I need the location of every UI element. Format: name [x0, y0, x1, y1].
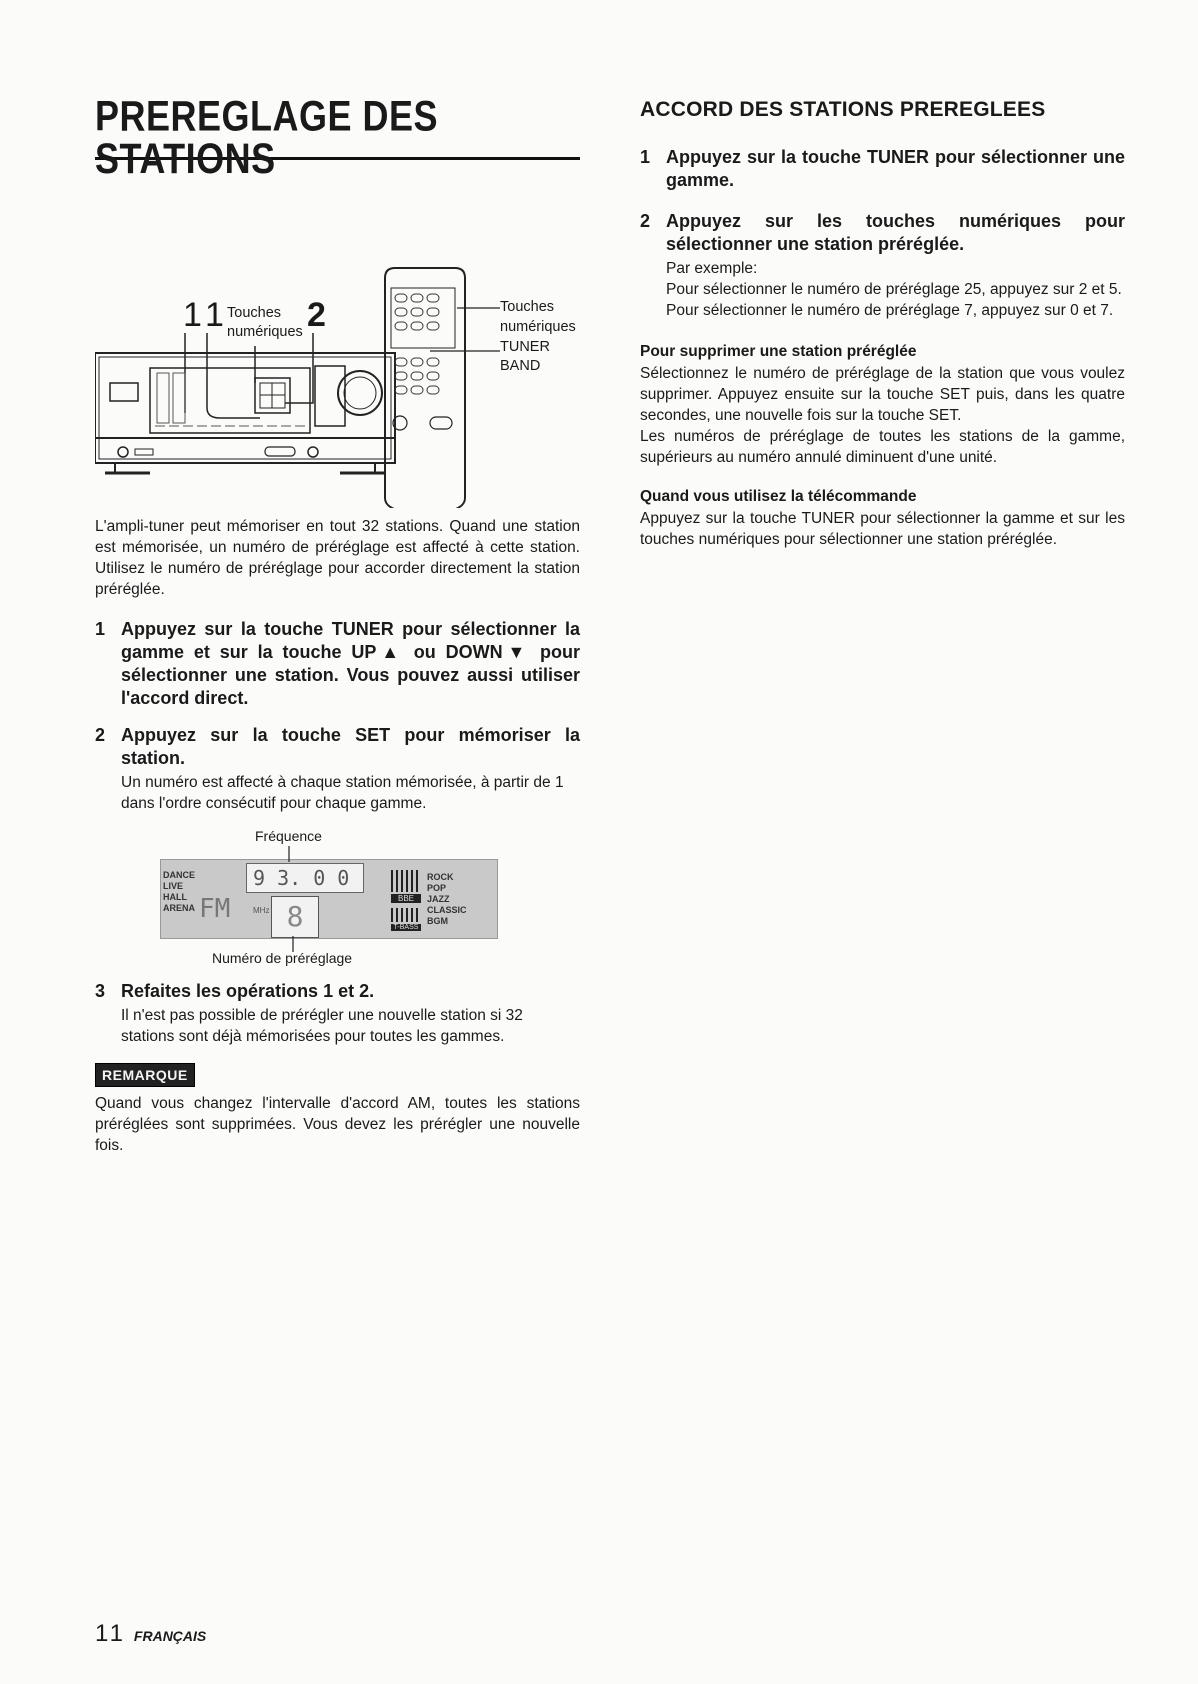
- step-text: Un numéro est affecté à chaque station mémorisée, à partir de 1 dans l'ordre consécutif pour chaque gamme.: [121, 774, 564, 812]
- step-number: 2: [640, 211, 651, 231]
- jazz-indicator: JAZZ: [427, 894, 450, 904]
- remarque-text: Quand vous changez l'intervalle d'accord AM, toutes les stations préréglées sont supprimées. Vous devez les prérégler une nouvelle fois.: [95, 1095, 580, 1154]
- intro-text: L'ampli-tuner peut mémoriser en tout 32 stations. Quand une station est mémorisée, un numéro de préréglage est affecté à cette station. Utilisez le numéro de préréglage pour accorder directement la station préréglée.: [95, 518, 580, 598]
- step-number: 2: [95, 725, 106, 745]
- frequence-label: Fréquence: [255, 828, 322, 844]
- tbass-indicator: T-BASS: [391, 924, 421, 931]
- right-step-2: [640, 210, 1125, 321]
- left-step-1: [95, 618, 580, 710]
- pop-indicator: POP: [427, 883, 447, 893]
- step-heading: Appuyez sur la touche SET pour mémoriser la station.: [121, 725, 580, 768]
- amplifier-body: [95, 353, 395, 463]
- example-label: Par exemple:: [666, 260, 758, 277]
- page-title: PREREGLAGE DES STATIONS: [95, 91, 439, 183]
- display-figure: [95, 824, 580, 974]
- right-step-1: [640, 146, 1125, 192]
- dance-indicator: DANCE: [163, 870, 196, 880]
- frequency-digits: 9 3. 0 0 MHz: [246, 863, 364, 893]
- left-column: [95, 91, 580, 1156]
- remote-body: [385, 268, 465, 508]
- remote-heading: Quand vous utilisez la télécommande: [640, 488, 917, 505]
- step-marker-1a: 1: [183, 296, 202, 334]
- mhz-unit: MHz: [253, 906, 270, 915]
- band-segments: FM: [199, 894, 231, 924]
- step-heading: Refaites les opérations 1 et 2.: [121, 981, 375, 1001]
- amplifier-remote-illustration: [95, 168, 580, 508]
- hall-indicator: HALL: [163, 892, 187, 902]
- bgm-indicator: BGM: [427, 916, 448, 926]
- touches-label: Touches: [227, 305, 282, 321]
- left-step-3: [95, 980, 580, 1047]
- classic-indicator: CLASSIC: [427, 905, 467, 915]
- remote-band-label: BAND: [500, 358, 541, 374]
- step-heading: Appuyez sur la touche TUNER pour sélectionner la gamme et sur la touche UP▲ ou DOWN▼ pour sélectionner une station. Vous pouvez aussi utiliser l'accord direct.: [121, 619, 580, 708]
- device-diagram: [95, 168, 580, 508]
- bbe-indicator: BBE: [391, 894, 421, 903]
- right-column: [640, 98, 1125, 550]
- step-marker-2: 2: [307, 296, 326, 334]
- example-7: Pour sélectionner le numéro de préréglage 7, appuyez sur 0 et 7.: [666, 302, 1114, 319]
- page-number: 11: [95, 1620, 126, 1647]
- section-title: ACCORD DES STATIONS PREREGLEES: [640, 98, 1046, 121]
- remote-text: Appuyez sur la touche TUNER pour sélectionner la gamme et sur les touches numériques pour sélectionner une station préréglée.: [640, 510, 1125, 548]
- step-heading: Appuyez sur la touche TUNER pour sélectionner une gamme.: [666, 147, 1125, 190]
- step-text: Il n'est pas possible de prérégler une nouvelle station si 32 stations sont déjà mémorisées pour toutes les gammes.: [121, 1007, 523, 1045]
- remote-touches-label: Touches: [500, 299, 555, 315]
- preset-digit: 8: [271, 896, 319, 938]
- rock-indicator: ROCK: [427, 872, 454, 882]
- display-leader-lines: [95, 824, 580, 974]
- step-number: 1: [640, 147, 651, 167]
- left-step-2: [95, 724, 580, 814]
- delete-text: Sélectionnez le numéro de préréglage de la station que vous voulez supprimer. Appuyez ensuite sur la touche SET puis, dans les quatre secondes, une nouvelle fois sur la touche SET.: [640, 365, 1125, 424]
- step-marker-1b: 1: [205, 296, 224, 334]
- example-25: Pour sélectionner le numéro de préréglage 25, appuyez sur 2 et 5.: [666, 281, 1122, 298]
- live-indicator: LIVE: [163, 881, 184, 891]
- arena-indicator: ARENA: [163, 903, 196, 913]
- page-footer: [95, 1620, 206, 1648]
- delete-heading: Pour supprimer une station préréglée: [640, 343, 917, 360]
- remote-numeriques-label: numériques: [500, 319, 576, 335]
- step-heading: Appuyez sur les touches numériques pour sélectionner une station préréglée.: [666, 211, 1125, 254]
- preset-number-label: Numéro de préréglage: [212, 950, 353, 966]
- numeriques-label: numériques: [227, 324, 303, 340]
- step-number: 3: [95, 981, 106, 1001]
- language-label: FRANÇAIS: [133, 1628, 207, 1644]
- remote-tuner-label: TUNER: [500, 339, 550, 355]
- delete-text-2: Les numéros de préréglage de toutes les stations de la gamme, supérieurs au numéro annulé diminuent d'une unité.: [640, 428, 1125, 466]
- step-number: 1: [95, 619, 106, 639]
- remarque-badge: REMARQUE: [95, 1063, 195, 1087]
